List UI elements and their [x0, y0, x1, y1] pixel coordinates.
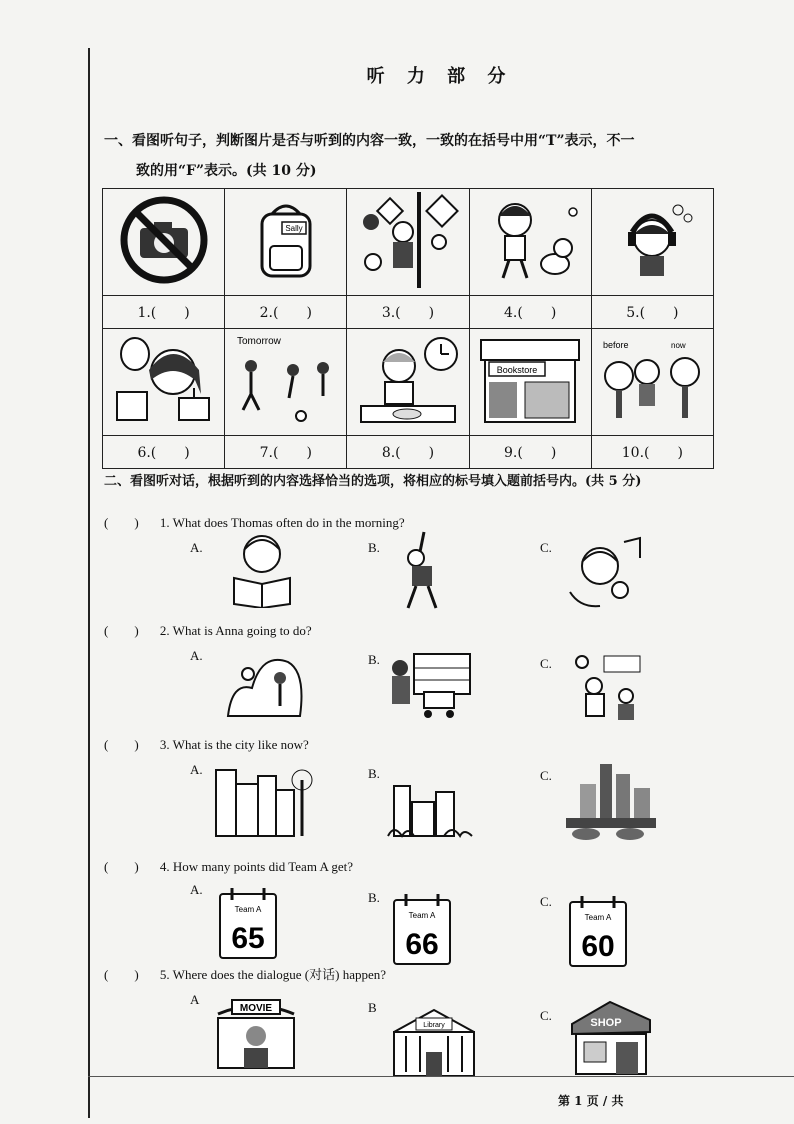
city-buildings-icon	[384, 768, 474, 842]
answer-bracket-q2[interactable]: ( )	[104, 623, 139, 638]
library-icon	[386, 1002, 482, 1084]
section1-instruction: 一、看图听句子，判断图片是否与听到的内容一致，一致的在括号中用“T”表示，不一 致的用“F”表示。(共 10 分)	[104, 133, 635, 179]
q3-option-c[interactable]: C.	[540, 768, 552, 783]
svg-text:65: 65	[231, 922, 265, 955]
festival-icon	[347, 189, 469, 296]
page-number: 第 1 页 / 共	[558, 1094, 624, 1108]
svg-text:Sally: Sally	[285, 224, 303, 233]
page-bottom-rule	[88, 1076, 794, 1077]
answer-bracket-3[interactable]: 3.( )	[347, 296, 469, 329]
no-camera-sign-icon	[103, 189, 225, 296]
q1-option-b[interactable]: B.	[368, 540, 380, 555]
svg-text:Bookstore: Bookstore	[496, 365, 538, 375]
before-now-trees-icon	[591, 329, 713, 436]
scoreboard-65	[216, 886, 280, 962]
svg-text:SHOP: SHOP	[590, 1017, 622, 1029]
q5-option-b[interactable]: B	[368, 1000, 377, 1015]
q2-option-a[interactable]: A.	[190, 648, 203, 663]
boy-and-dog-icon	[469, 189, 591, 296]
answer-bracket-9[interactable]: 9.( )	[469, 436, 591, 469]
section1-picture-grid	[102, 188, 714, 469]
q2-option-b[interactable]: B.	[368, 652, 380, 667]
hiking-girl-icon	[222, 642, 312, 722]
playground-kids-icon	[564, 652, 648, 728]
answer-bracket-q1[interactable]: ( )	[104, 515, 139, 530]
scoreboard-66	[390, 892, 454, 968]
girl-headphones-icon	[591, 189, 713, 296]
svg-text:MOVIE: MOVIE	[239, 1003, 273, 1014]
cinema-icon	[208, 994, 304, 1074]
boy-at-table-icon	[347, 329, 469, 436]
svg-text:Library: Library	[423, 1022, 445, 1029]
scoreboard-60	[566, 894, 630, 970]
q3-option-a[interactable]: A.	[190, 762, 203, 777]
q2-option-c[interactable]: C.	[540, 656, 552, 671]
answer-bracket-q4[interactable]: ( )	[104, 859, 139, 874]
question-4: ( ) 4. How many points did Team A get?	[104, 859, 354, 874]
answer-bracket-q3[interactable]: ( )	[104, 737, 139, 752]
svg-text:now: now	[671, 341, 687, 350]
bookstore-icon	[469, 329, 591, 436]
question-1: ( ) 1. What does Thomas often do in the morning?	[104, 515, 405, 530]
q3-option-b[interactable]: B.	[368, 766, 380, 781]
section2-instruction: 二、看图听对话，根据听到的内容选择恰当的选项，将相应的标号填入题前括号内。(共 5 分)	[104, 474, 642, 489]
answer-bracket-8[interactable]: 8.( )	[347, 436, 469, 469]
q4-option-a[interactable]: A.	[190, 882, 203, 897]
q1-option-a[interactable]: A.	[190, 540, 203, 555]
boy-exercising-icon	[394, 528, 454, 612]
svg-text:Team A: Team A	[234, 905, 262, 914]
birthday-girl-icon	[103, 329, 225, 436]
question-3: ( ) 3. What is the city like now?	[104, 737, 309, 752]
boy-singing-icon	[560, 532, 650, 612]
exam-page	[88, 48, 790, 1118]
old-street-icon	[212, 760, 316, 842]
svg-text:before: before	[603, 340, 629, 350]
answer-bracket-2[interactable]: 2.( )	[225, 296, 347, 329]
sports-kids-icon	[225, 329, 347, 436]
backpack-icon	[225, 189, 347, 296]
boy-reading-icon	[222, 528, 302, 608]
shopping-cart-icon	[384, 648, 474, 724]
question-2: ( ) 2. What is Anna going to do?	[104, 623, 312, 638]
svg-text:60: 60	[581, 930, 615, 963]
q5-option-a[interactable]: A	[190, 992, 200, 1007]
svg-text:66: 66	[405, 928, 439, 961]
q4-option-c[interactable]: C.	[540, 894, 552, 909]
q4-option-b[interactable]: B.	[368, 890, 380, 905]
question-5: ( ) 5. Where does the dialogue (对话) happen?	[104, 967, 387, 982]
answer-bracket-1[interactable]: 1.( )	[103, 296, 225, 329]
page-title: 听 力 部 分	[366, 66, 514, 87]
answer-bracket-5[interactable]: 5.( )	[591, 296, 713, 329]
answer-bracket-7[interactable]: 7.( )	[225, 436, 347, 469]
answer-bracket-10[interactable]: 10.( )	[591, 436, 713, 469]
svg-text:Team A: Team A	[408, 911, 436, 920]
q1-option-c[interactable]: C.	[540, 540, 552, 555]
answer-bracket-q5[interactable]: ( )	[104, 967, 139, 982]
shop-icon	[566, 998, 656, 1082]
answer-bracket-6[interactable]: 6.( )	[103, 436, 225, 469]
modern-city-icon	[560, 760, 660, 844]
answer-bracket-4[interactable]: 4.( )	[469, 296, 591, 329]
svg-text:Tomorrow: Tomorrow	[236, 336, 281, 347]
svg-text:Team A: Team A	[584, 913, 612, 922]
q5-option-c[interactable]: C.	[540, 1008, 552, 1023]
